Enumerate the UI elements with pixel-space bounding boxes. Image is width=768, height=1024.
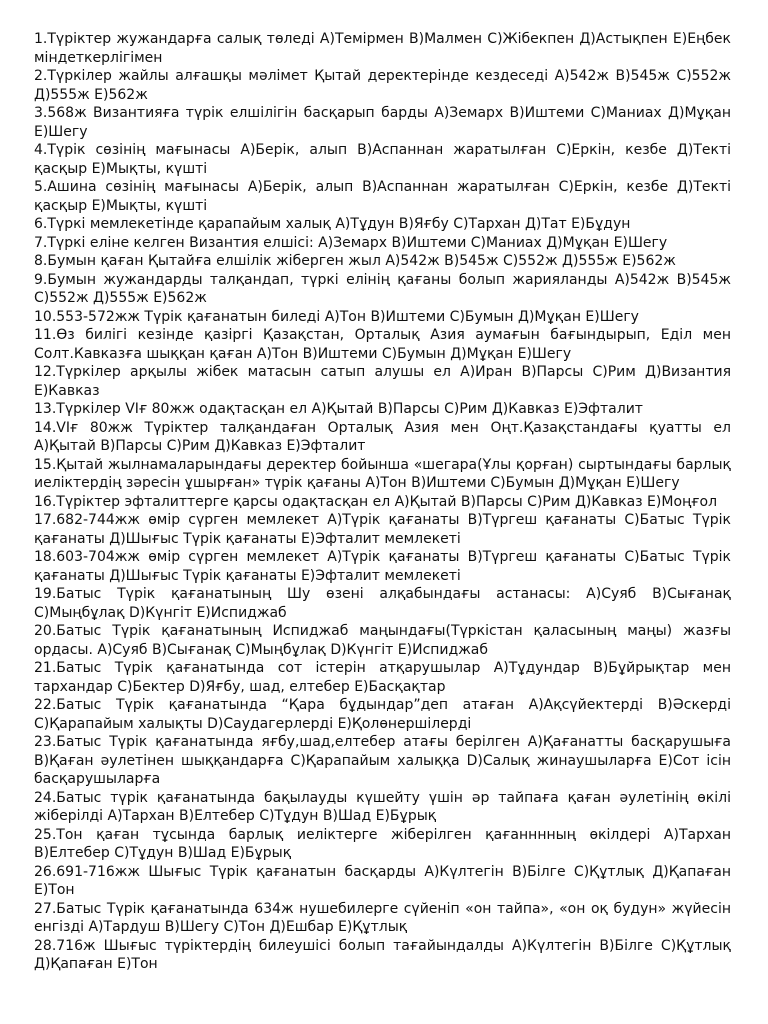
question-19: 19.Батыс Түрік қағанатының Шу өзені алқабындағы астанасы: A)Суяб B)Сығанақ C)Мыңбұлақ D)Күнгіт E)Испиджаб [34,586,731,621]
question-6: 6.Түркі мемлекетінде қарапайым халық A)Тұдун B)Яғбу C)Тархан Д)Тат E)Бұдун [34,216,631,232]
question-12: 12.Түркілер арқылы жібек матасын сатып алушы ел A)Иран B)Парсы C)Рим Д)Византия E)Кавказ [34,364,731,399]
question-1: 1.Түріктер жужандарға салық төледі A)Темірмен B)Малмен C)Жібекпен Д)Астықпен E)Еңбек міндеткерлігімен [34,31,731,66]
question-25: 25.Тон қаған тұсында барлық иеліктерге жіберілген қағанннның өкілдері A)Тархан B)Елтебер C)Тұдун B)Шад E)Бұрық [34,826,731,861]
question-16: 16.Түріктер эфталиттерге қарсы одақтасқан ел A)Қытай B)Парсы C)Рим Д)Кавказ E)Моңғол [34,493,718,510]
question-20: 20.Батыс Түрік қағанатының Испиджаб маңындағы(Түркістан қаласының маңы) жазғы ордасы. A)Суяб B)Сығанақ C)Мыңбұлақ D)Күнгіт E)Испиджаб [34,623,731,658]
question-28: 28.716ж Шығыс түріктердің билеушісі болып тағайындалды A)Күлтегін B)Білге C)Құтлық Д)Қапаған E)Тон [34,937,731,972]
question-11: 11.Өз билігі кезінде қазіргі Қазақстан, Орталық Азия аумағын бағындырып, Еділ мен Солт.Кавказға шыққан қаған A)Тон B)Иштеми C)Бумын Д)Мұқан E)Шегу [34,327,731,362]
question-15: 15.Қытай жылнамаларындағы деректер бойынша «шегара(Ұлы қорған) сыртындағы барлық иеліктердің зәресін ұшырған» түрік қағаны A)Тон B)Иштеми C)Бумын Д)Мұқан E)Шегу [34,456,731,491]
question-24: 24.Батыс түрік қағанатында бақылауды күшейту үшін әр тайпаға қаған әулетінің өкілі жіберілді A)Тархан B)Елтебер C)Тұдун B)Шад E)Бұрық [34,789,731,824]
question-7: 7.Түркі еліне келген Византия елшісі: A)Земарх B)Иштеми C)Маниах Д)Мұқан E)Шегу [34,234,668,251]
question-5: 5.Ашина сөзінің мағынасы A)Берік, алып B)Аспаннан жаратылған C)Еркін, кезбе Д)Текті қасқыр E)Мықты, күшті [34,179,731,214]
question-22: 22.Батыс Түрік қағанатында “Қара бұдындар”деп атаған A)Ақсүйектерді B)Әскерді C)Қарапайым халықты D)Саудагерлерді E)Қолөнершілерді [34,697,731,732]
question-9: 9.Бумын жужандарды талқандап, түркі елінің қағаны болып жарияланды A)542ж B)545ж C)552ж Д)555ж E)562ж [34,271,731,306]
question-3: 3.568ж Византияға түрік елшілігін басқарып барды A)Земарх B)Иштеми C)Маниах Д)Мұқан E)Шегу [34,105,731,140]
question-10: 10.553-572жж Түрік қағанатын биледі A)Тон B)Иштеми C)Бумын Д)Мұқан E)Шегу [34,308,639,325]
question-13: 13.Түркілер VIғ 80жж одақтасқан ел A)Қытай B)Парсы C)Рим Д)Кавказ E)Эфталит [34,401,643,417]
question-4: 4.Түрік сөзінің мағынасы A)Берік, алып B)Аспаннан жаратылған C)Еркін, кезбе Д)Текті қасқыр E)Мықты, күшті [34,142,731,177]
question-26: 26.691-716жж Шығыс Түрік қағанатын басқарды A)Күлтегін B)Білге C)Құтлық Д)Қапаған E)Тон [34,863,731,898]
document-body [34,30,731,974]
question-27: 27.Батыс Түрік қағанатында 634ж нушебилерге сүйеніп «он тайпа», «он оқ будун» жүйесін енгізді A)Тардуш B)Шегу C)Тон Д)Ешбар E)Құтлық [34,900,731,935]
question-18: 18.603-704жж өмір сүрген мемлекет A)Түрік қағанаты B)Түргеш қағанаты C)Батыс Түрік қағанаты Д)Шығыс Түрік қағанаты E)Эфталит мемлекеті [34,549,731,584]
question-8: 8.Бумын қаған Қытайға елшілік жіберген жыл A)542ж B)545ж C)552ж Д)555ж E)562ж [34,253,676,269]
question-17: 17.682-744жж өмір сүрген мемлекет A)Түрік қағанаты B)Түргеш қағанаты C)Батыс Түрік қағанаты Д)Шығыс Түрік қағанаты E)Эфталит мемлекеті [34,512,731,547]
question-14: 14.VIғ 80жж Түріктер талқандаған Орталық Азия мен Оңт.Қазақстандағы қуатты ел A)Қытай B)Парсы C)Рим Д)Кавказ E)Эфталит [34,419,731,454]
question-21: 21.Батыс Түрік қағанатында сот істерін атқарушылар A)Тұдундар B)Бұйрықтар мен тархандар C)Бектер D)Яғбу, шад, елтебер E)Басқақтар [34,660,731,695]
question-2: 2.Түркілер жайлы алғашқы мәлімет Қытай деректерінде кездеседі A)542ж B)545ж C)552ж Д)555ж E)562ж [34,68,731,103]
question-23: 23.Батыс Түрік қағанатында яғбу,шад,елтебер атағы берілген A)Қағанатты басқарушыға B)Қаған әулетінен шыққандарға C)Қарапайым халыққа D)Салық жинаушыларға E)Сот ісін басқарушыларға [34,734,731,787]
